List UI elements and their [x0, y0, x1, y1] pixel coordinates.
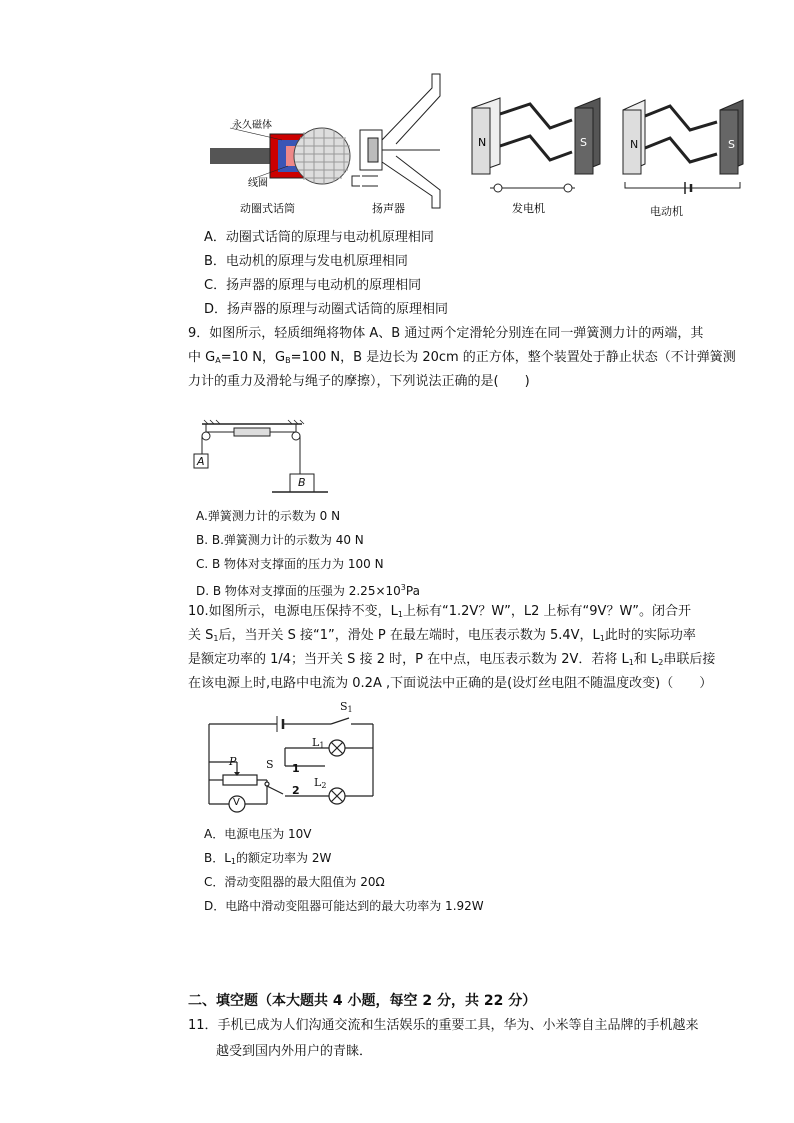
- q10-text: 和 L: [633, 652, 659, 667]
- motor-illustration: [615, 96, 755, 218]
- q10-text: 此时的实际功率: [604, 628, 696, 643]
- mic-magnet-label: 永久磁体: [232, 120, 272, 131]
- q10-text: B．L: [204, 851, 231, 865]
- q10-fig-v: V: [233, 797, 240, 808]
- figure-motor: [615, 96, 755, 218]
- q10-sub: 1: [397, 610, 404, 619]
- generator-s: S: [580, 136, 587, 149]
- q10-text: 关 S: [188, 628, 214, 643]
- q9-option-b: B. B.弹簧测力计的示数为 40 N: [196, 533, 364, 547]
- devices-illustration: [200, 68, 620, 218]
- q10-option-a: A．电源电压为 10V: [204, 827, 312, 841]
- speaker-caption: 扬声器: [372, 202, 405, 215]
- q10-sub: 1: [230, 857, 237, 866]
- generator-caption: 发电机: [512, 202, 545, 215]
- speaker-drawing: [352, 74, 440, 208]
- figure-devices: [200, 68, 620, 218]
- motor-caption: 电动机: [650, 205, 683, 218]
- q10-fig-n2: 2: [292, 784, 300, 797]
- q8-option-a: A．动圈式话筒的原理与电动机原理相同: [204, 230, 434, 245]
- q9-text: =10 N，G: [220, 350, 286, 365]
- q10-fig-l1: [312, 736, 324, 750]
- q8-option-d: D．扬声器的原理与动圈式话筒的原理相同: [204, 302, 449, 317]
- q10-text: 后，当开关 S 接“1”，滑处 P 在最左端时，电压表示数为 5.4V，L: [218, 628, 600, 643]
- q9-text: Pa: [405, 584, 420, 598]
- q10-text: 是额定功率的 1/4；当开关 S 接 2 时，P 在中点，电压表示数为 2V．若将 L: [188, 652, 629, 667]
- mic-coil-label: 线圈: [248, 178, 268, 189]
- q10-fig-s: S: [266, 758, 274, 771]
- q9-text: D. B 物体对支撑面的压强为 2.25×10: [196, 584, 401, 598]
- q8-option-c: C．扬声器的原理与电动机的原理相同: [204, 278, 422, 293]
- q10-fig-text: S: [340, 700, 348, 713]
- q10-stem-line3: [188, 651, 715, 672]
- motor-s: S: [728, 138, 735, 151]
- q10-text: 10.如图所示，电源电压保持不变，L: [188, 604, 398, 619]
- q9-text: 中 G: [188, 350, 216, 365]
- microphone-drawing: [210, 128, 350, 184]
- q10-sub: 1: [599, 634, 605, 643]
- q9-stem-line3: 力计的重力及滑轮与绳子的摩擦），下列说法正确的是( ): [188, 374, 530, 389]
- q10-sub: 1: [628, 658, 634, 667]
- q9-fig-label-a: A: [197, 455, 205, 468]
- q10-fig-text: L: [312, 736, 320, 749]
- q10-fig-p: P: [229, 755, 237, 768]
- q10-stem-line1: [188, 603, 691, 624]
- q10-text: 上标有“1.2V？W”，L2 上标有“9V？W”。闭合开: [403, 604, 692, 619]
- q11-line2: 越受到国内外用户的青睐．: [216, 1044, 373, 1059]
- q10-fig-text: L: [314, 776, 322, 789]
- q11-line1: 11．手机已成为人们沟通交流和生活娱乐的重要工具，华为、小米等自主品牌的手机越来: [188, 1018, 699, 1033]
- q9-stem-line1: 9．如图所示，轻质细绳将物体 A、B 通过两个定滑轮分别连在同一弹簧测力计的两端，其: [188, 326, 704, 341]
- q10-stem-line4: 在该电源上时,电路中电流为 0.2A ,下面说法中正确的是(设灯丝电阻不随温度改变)（ ）: [188, 676, 713, 691]
- q10-sub: 1: [213, 634, 219, 643]
- q9-sub-a: A: [215, 356, 221, 365]
- q9-figure: [190, 418, 330, 498]
- q9-sub-b: B: [285, 356, 291, 365]
- q9-option-c: C. B 物体对支撑面的压力为 100 N: [196, 557, 384, 571]
- q9-text: =100 N，B 是边长为 20cm 的正方体，整个装置处于静止状态（不计弹簧测: [290, 350, 736, 365]
- q10-fig-sub: 1: [347, 705, 353, 714]
- section2-title: 二、填空题（本大题共 4 小题，每空 2 分，共 22 分）: [188, 993, 537, 1009]
- q10-fig-s1: [340, 700, 353, 714]
- pulley-diagram: [190, 418, 330, 498]
- q10-option-b: [204, 849, 331, 871]
- q9-option-d: [196, 579, 420, 600]
- generator-n: N: [478, 136, 487, 149]
- mic-caption: 动圈式话筒: [240, 202, 295, 215]
- q10-stem-line2: [188, 627, 696, 648]
- q10-option-c: C．滑动变阻器的最大阻值为 20Ω: [204, 875, 385, 889]
- q9-stem-line2: [188, 349, 736, 370]
- motor-n: N: [630, 138, 639, 151]
- q10-sub: 2: [658, 658, 664, 667]
- q9-fig-label-b: B: [298, 476, 306, 489]
- q10-fig-l2: [314, 776, 326, 790]
- q10-option-d: D．电路中滑动变阻器可能达到的最大功率为 1.92W: [204, 899, 484, 913]
- q8-option-b: B．电动机的原理与发电机原理相同: [204, 254, 408, 269]
- q10-fig-sub: 2: [321, 781, 327, 790]
- q9-option-a: A.弹簧测力计的示数为 0 N: [196, 509, 341, 523]
- q10-text: 串联后接: [663, 652, 716, 667]
- q10-fig-sub: 1: [319, 741, 325, 750]
- q10-text: 的额定功率为 2W: [236, 851, 332, 865]
- q10-fig-n1: 1: [292, 762, 300, 775]
- q9-sup: 3: [400, 583, 406, 592]
